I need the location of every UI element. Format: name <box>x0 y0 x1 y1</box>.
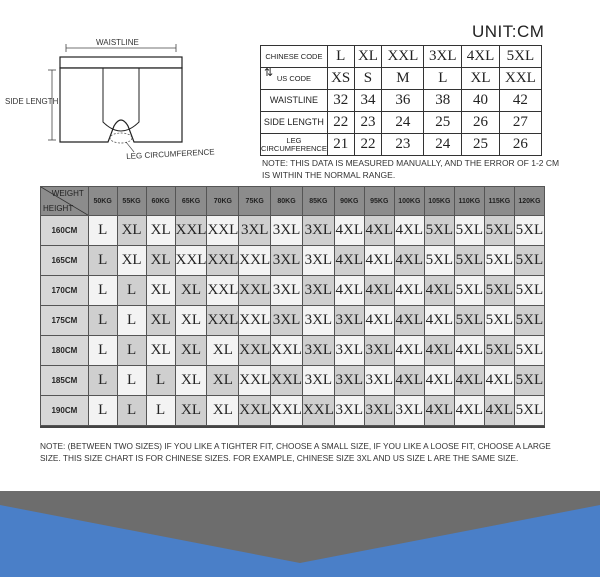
side-length-row <box>261 112 542 134</box>
size-cell: XXL <box>271 366 303 396</box>
height-row <box>41 276 545 306</box>
size-note: NOTE: (BETWEEN TWO SIZES) IF YOU LIKE A TIGHTER FIT, CHOOSE A SMALL SIZE, IF YOU LIKE A LOOSE FIT, CHOOSE A LARGE SIZE. THIS SIZE CHART IS FOR CHINESE SIZES. FOR EXAMPLE, CHINESE SIZE 3XL AND US SIZE L ARE THE SAME SIZE. <box>40 441 551 463</box>
size-cell: XL <box>146 306 175 336</box>
size-cell: 3XL <box>364 336 394 366</box>
size-cell: 3XL <box>271 306 303 336</box>
size-cell: 4XL <box>394 366 424 396</box>
measurement-note: NOTE: THIS DATA IS MEASURED MANUALLY, AND THE ERROR OF 1-2 CM IS WITHIN THE NORMAL RANGE. <box>262 158 560 180</box>
size-cell: 5XL <box>484 276 514 306</box>
bottom-band <box>0 491 600 577</box>
weight-header-cell: 110KG <box>454 187 484 216</box>
size-cell: L <box>117 306 146 336</box>
corner-cell <box>41 187 89 216</box>
size-cell: 5XL <box>514 216 544 246</box>
value-cell: 25 <box>424 112 462 134</box>
weight-header-cell: 60KG <box>146 187 175 216</box>
unit-label: UNIT:CM <box>472 22 545 41</box>
size-cell: 3XL <box>302 306 334 336</box>
size-cell: 4XL <box>364 216 394 246</box>
swap-arrows-icon: ⇅ <box>264 66 274 79</box>
size-chart-frame <box>40 186 545 428</box>
size-cell: 3XL <box>302 216 334 246</box>
size-cell: XL <box>117 216 146 246</box>
size-cell: 4XL <box>424 276 454 306</box>
size-cell: XXL <box>239 366 271 396</box>
chinese-code-row <box>261 46 542 68</box>
size-cell: XXL <box>239 396 271 426</box>
waistline-label: WAISTLINE <box>96 38 139 47</box>
size-cell: XXL <box>271 396 303 426</box>
chinese-code-cell: L <box>327 46 354 68</box>
height-axis-label: HEIGHT <box>43 204 74 213</box>
size-cell: 3XL <box>334 306 364 336</box>
size-cell: 5XL <box>454 246 484 276</box>
leg-circumference-row <box>261 134 542 156</box>
size-cell: 3XL <box>271 276 303 306</box>
size-cell: 5XL <box>424 246 454 276</box>
size-cell: 5XL <box>514 276 544 306</box>
weight-header-cell: 85KG <box>302 187 334 216</box>
size-cell: 3XL <box>364 366 394 396</box>
size-cell: XXL <box>175 246 207 276</box>
size-cell: 5XL <box>484 246 514 276</box>
chinese-code-cell: XL <box>354 46 382 68</box>
weight-header-row <box>41 187 545 216</box>
weight-header-cell: 55KG <box>117 187 146 216</box>
size-cell: L <box>88 396 117 426</box>
size-cell: 4XL <box>334 276 364 306</box>
size-cell: 3XL <box>394 396 424 426</box>
size-cell: 3XL <box>334 366 364 396</box>
value-cell: 22 <box>354 134 382 156</box>
height-row <box>41 366 545 396</box>
size-cell: XL <box>207 336 239 366</box>
height-row <box>41 306 545 336</box>
size-chart-table <box>40 186 545 426</box>
value-cell: 24 <box>424 134 462 156</box>
size-cell: XL <box>175 366 207 396</box>
height-label-cell: 190CM <box>41 396 89 426</box>
size-cell: L <box>88 216 117 246</box>
size-cell: 4XL <box>454 396 484 426</box>
size-cell: 4XL <box>364 276 394 306</box>
weight-header-cell: 120KG <box>514 187 544 216</box>
size-cell: XXL <box>271 336 303 366</box>
size-cell: 4XL <box>364 306 394 336</box>
size-cell: XXL <box>302 396 334 426</box>
size-cell: XL <box>175 396 207 426</box>
size-cell: 3XL <box>239 216 271 246</box>
measurement-table <box>260 45 542 156</box>
size-cell: 4XL <box>334 216 364 246</box>
size-cell: 4XL <box>334 246 364 276</box>
chinese-code-label: CHINESE CODE <box>261 46 328 68</box>
size-cell: XXL <box>207 306 239 336</box>
size-cell: XL <box>146 216 175 246</box>
size-cell: 4XL <box>394 276 424 306</box>
size-cell: 4XL <box>394 306 424 336</box>
size-cell: XL <box>146 246 175 276</box>
size-cell: 5XL <box>514 366 544 396</box>
weight-axis-label: WEIGHT <box>51 189 84 198</box>
size-cell: 5XL <box>484 306 514 336</box>
row-label: SIDE LENGTH <box>261 112 328 134</box>
weight-header-cell: 80KG <box>271 187 303 216</box>
weight-header-cell: 75KG <box>239 187 271 216</box>
size-cell: XXL <box>207 246 239 276</box>
us-code-cell: XXL <box>499 68 541 90</box>
us-code-label: US CODE <box>276 73 311 83</box>
size-cell: XXL <box>239 306 271 336</box>
value-cell: 42 <box>499 90 541 112</box>
size-cell: XL <box>207 366 239 396</box>
weight-header-cell: 50KG <box>88 187 117 216</box>
chinese-code-cell: XXL <box>382 46 424 68</box>
size-cell: 5XL <box>454 306 484 336</box>
height-label-cell: 185CM <box>41 366 89 396</box>
height-label-cell: 170CM <box>41 276 89 306</box>
size-cell: 5XL <box>454 276 484 306</box>
leg-circumference-label: LEG CIRCUMFERENCE <box>126 147 215 161</box>
us-code-row <box>261 68 542 90</box>
size-cell: 5XL <box>514 246 544 276</box>
height-label-cell: 165CM <box>41 246 89 276</box>
weight-header-cell: 65KG <box>175 187 207 216</box>
us-code-label-cell <box>261 68 328 90</box>
size-cell: L <box>117 396 146 426</box>
value-cell: 25 <box>462 134 500 156</box>
value-cell: 36 <box>382 90 424 112</box>
size-cell: 4XL <box>424 396 454 426</box>
value-cell: 22 <box>327 112 354 134</box>
size-cell: XXL <box>239 336 271 366</box>
size-cell: L <box>88 306 117 336</box>
size-cell: XXL <box>207 216 239 246</box>
size-cell: 3XL <box>271 216 303 246</box>
size-cell: 5XL <box>514 336 544 366</box>
weight-header-cell: 100KG <box>394 187 424 216</box>
size-cell: 3XL <box>302 276 334 306</box>
height-label-cell: 160CM <box>41 216 89 246</box>
size-cell: 3XL <box>302 246 334 276</box>
size-cell: 4XL <box>394 336 424 366</box>
size-cell: L <box>117 276 146 306</box>
weight-header-cell: 105KG <box>424 187 454 216</box>
size-cell: 5XL <box>484 336 514 366</box>
size-cell: 5XL <box>514 396 544 426</box>
height-row <box>41 336 545 366</box>
size-cell: 4XL <box>454 336 484 366</box>
size-cell: L <box>88 276 117 306</box>
us-code-cell: XS <box>327 68 354 90</box>
value-cell: 34 <box>354 90 382 112</box>
height-row <box>41 396 545 426</box>
size-cell: 3XL <box>334 336 364 366</box>
value-cell: 26 <box>499 134 541 156</box>
size-cell: 4XL <box>484 366 514 396</box>
blue-chevron-band <box>0 491 600 577</box>
size-cell: L <box>146 366 175 396</box>
size-cell: XL <box>175 276 207 306</box>
size-cell: 4XL <box>364 246 394 276</box>
weight-header-cell: 95KG <box>364 187 394 216</box>
size-cell: 3XL <box>302 366 334 396</box>
us-code-cell: S <box>354 68 382 90</box>
row-label: WAISTLINE <box>261 90 328 112</box>
us-code-cell: M <box>382 68 424 90</box>
size-cell: 4XL <box>394 246 424 276</box>
size-cell: 5XL <box>424 216 454 246</box>
size-cell: L <box>117 366 146 396</box>
size-cell: 3XL <box>271 246 303 276</box>
size-cell: L <box>146 396 175 426</box>
size-cell: XL <box>146 276 175 306</box>
height-row <box>41 216 545 246</box>
size-cell: 3XL <box>364 396 394 426</box>
size-cell: 4XL <box>424 366 454 396</box>
row-label: LEG CIRCUMFERENCE <box>261 134 328 156</box>
value-cell: 23 <box>354 112 382 134</box>
size-cell: XL <box>207 396 239 426</box>
weight-header-cell: 115KG <box>484 187 514 216</box>
size-cell: XXL <box>239 246 271 276</box>
size-cell: XL <box>146 336 175 366</box>
size-cell: 3XL <box>334 396 364 426</box>
weight-header-cell: 70KG <box>207 187 239 216</box>
us-code-cell: XL <box>462 68 500 90</box>
size-cell: 4XL <box>454 366 484 396</box>
height-label-cell: 180CM <box>41 336 89 366</box>
size-cell: XXL <box>207 276 239 306</box>
size-cell: XXL <box>175 216 207 246</box>
us-code-cell: L <box>424 68 462 90</box>
value-cell: 21 <box>327 134 354 156</box>
value-cell: 27 <box>499 112 541 134</box>
value-cell: 32 <box>327 90 354 112</box>
size-cell: 5XL <box>514 306 544 336</box>
size-cell: 4XL <box>394 216 424 246</box>
size-cell: XL <box>175 306 207 336</box>
size-cell: 5XL <box>484 216 514 246</box>
value-cell: 40 <box>462 90 500 112</box>
size-cell: L <box>88 246 117 276</box>
size-cell: L <box>117 336 146 366</box>
size-cell: L <box>88 336 117 366</box>
side-length-label: SIDE LENGTH <box>5 97 59 106</box>
chinese-code-cell: 4XL <box>462 46 500 68</box>
size-cell: 4XL <box>484 396 514 426</box>
size-cell: XL <box>175 336 207 366</box>
value-cell: 23 <box>382 134 424 156</box>
chinese-code-cell: 3XL <box>424 46 462 68</box>
size-cell: 4XL <box>424 336 454 366</box>
height-row <box>41 246 545 276</box>
weight-header-cell: 90KG <box>334 187 364 216</box>
value-cell: 24 <box>382 112 424 134</box>
size-cell: 4XL <box>424 306 454 336</box>
chinese-code-cell: 5XL <box>499 46 541 68</box>
size-cell: XXL <box>239 276 271 306</box>
size-cell: 3XL <box>302 336 334 366</box>
height-label-cell: 175CM <box>41 306 89 336</box>
waistline-row <box>261 90 542 112</box>
value-cell: 26 <box>462 112 500 134</box>
value-cell: 38 <box>424 90 462 112</box>
size-cell: XL <box>117 246 146 276</box>
size-cell: 5XL <box>454 216 484 246</box>
size-cell: L <box>88 366 117 396</box>
